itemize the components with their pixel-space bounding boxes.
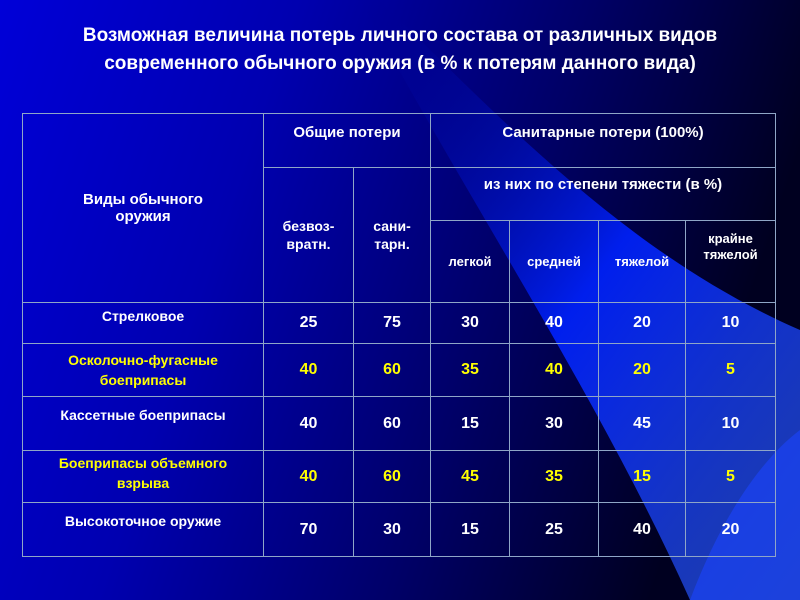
title-line-1: Возможная величина потерь личного состава от различных видов (82, 25, 718, 46)
cell-medium: 40 (510, 344, 599, 397)
cell-sanitary: 30 (354, 503, 431, 557)
total-losses-header: Общие потери (264, 114, 431, 168)
title-line-2: современного обычного оружия (в % к потерям данного вида) (104, 53, 696, 74)
row-weapon-name: Стрелковое (23, 303, 264, 344)
severity-header: из них по степени тяжести (в %) (431, 168, 776, 221)
severity-heavy-header: тяжелой (599, 221, 686, 303)
cell-heavy: 20 (599, 303, 686, 344)
cell-sanitary: 75 (354, 303, 431, 344)
severity-medium-header: средней (510, 221, 599, 303)
table-row (23, 397, 776, 451)
severity-extreme-header: крайне тяжелой (686, 221, 776, 303)
cell-sanitary: 60 (354, 397, 431, 451)
sanitary-header: сани-тарн. (354, 168, 431, 303)
cell-medium: 40 (510, 303, 599, 344)
cell-extreme: 5 (686, 451, 776, 503)
weapon-type-header: Виды обычного оружия (23, 114, 264, 303)
cell-extreme: 10 (686, 397, 776, 451)
cell-extreme: 20 (686, 503, 776, 557)
cell-medium: 25 (510, 503, 599, 557)
cell-heavy: 15 (599, 451, 686, 503)
losses-table (22, 113, 776, 557)
cell-sanitary: 60 (354, 344, 431, 397)
row-weapon-name: Кассетные боеприпасы (23, 397, 264, 451)
cell-light: 45 (431, 451, 510, 503)
cell-heavy: 20 (599, 344, 686, 397)
table-row (23, 344, 776, 397)
cell-medium: 35 (510, 451, 599, 503)
cell-irrecoverable: 25 (264, 303, 354, 344)
cell-light: 15 (431, 397, 510, 451)
slide-title (0, 22, 800, 78)
table-row (23, 451, 776, 503)
row-weapon-name: Осколочно-фугасные боеприпасы (23, 344, 264, 397)
table-row (23, 303, 776, 344)
cell-extreme: 5 (686, 344, 776, 397)
cell-light: 30 (431, 303, 510, 344)
cell-light: 15 (431, 503, 510, 557)
cell-light: 35 (431, 344, 510, 397)
row-weapon-name: Высокоточное оружие (23, 503, 264, 557)
cell-heavy: 40 (599, 503, 686, 557)
cell-irrecoverable: 70 (264, 503, 354, 557)
sanitary-losses-header: Санитарные потери (100%) (431, 114, 776, 168)
cell-heavy: 45 (599, 397, 686, 451)
cell-irrecoverable: 40 (264, 397, 354, 451)
cell-extreme: 10 (686, 303, 776, 344)
cell-irrecoverable: 40 (264, 344, 354, 397)
severity-light-header: легкой (431, 221, 510, 303)
table-row (23, 503, 776, 557)
cell-sanitary: 60 (354, 451, 431, 503)
irrecoverable-header: безвоз-вратн. (264, 168, 354, 303)
row-weapon-name: Боеприпасы объемного взрыва (23, 451, 264, 503)
cell-medium: 30 (510, 397, 599, 451)
cell-irrecoverable: 40 (264, 451, 354, 503)
